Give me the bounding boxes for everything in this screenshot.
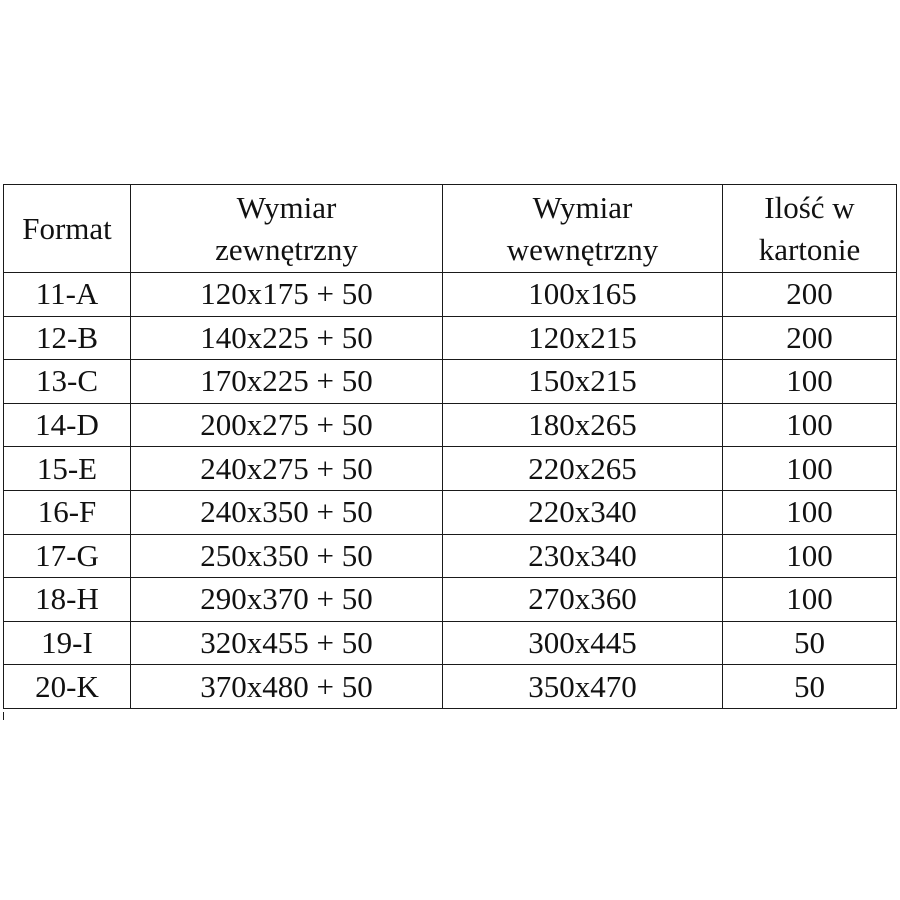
cell-outer-dimension: 120x175 + 50 bbox=[131, 273, 443, 317]
cell-quantity: 50 bbox=[723, 621, 897, 665]
table-row bbox=[4, 316, 897, 360]
header-inner-dimension-line-2: wewnętrzny bbox=[506, 231, 659, 267]
cell-inner-dimension: 220x265 bbox=[443, 447, 723, 491]
cell-quantity: 100 bbox=[723, 403, 897, 447]
table-row bbox=[4, 447, 897, 491]
cell-outer-dimension: 200x275 + 50 bbox=[131, 403, 443, 447]
cell-outer-dimension: 140x225 + 50 bbox=[131, 316, 443, 360]
cell-format: 18-H bbox=[4, 578, 131, 622]
cell-inner-dimension: 180x265 bbox=[443, 403, 723, 447]
cell-inner-dimension: 150x215 bbox=[443, 360, 723, 404]
cell-inner-dimension: 270x360 bbox=[443, 578, 723, 622]
table-row bbox=[4, 534, 897, 578]
cell-inner-dimension: 220x340 bbox=[443, 490, 723, 534]
table-header bbox=[4, 185, 897, 273]
cell-inner-dimension: 350x470 bbox=[443, 665, 723, 709]
cell-outer-dimension: 240x350 + 50 bbox=[131, 490, 443, 534]
table-border-stub bbox=[3, 712, 4, 720]
cell-quantity: 50 bbox=[723, 665, 897, 709]
cell-quantity: 100 bbox=[723, 490, 897, 534]
cell-quantity: 100 bbox=[723, 578, 897, 622]
envelope-size-table bbox=[3, 184, 897, 709]
table-row bbox=[4, 578, 897, 622]
header-outer-dimension-line-2: zewnętrzny bbox=[215, 231, 358, 267]
cell-outer-dimension: 370x480 + 50 bbox=[131, 665, 443, 709]
header-inner-dimension-line-1: Wymiar bbox=[532, 189, 633, 225]
cell-inner-dimension: 230x340 bbox=[443, 534, 723, 578]
cell-format: 17-G bbox=[4, 534, 131, 578]
cell-format: 15-E bbox=[4, 447, 131, 491]
cell-quantity: 100 bbox=[723, 360, 897, 404]
header-quantity-per-box-line-1: Ilość w bbox=[764, 189, 855, 225]
cell-quantity: 200 bbox=[723, 273, 897, 317]
cell-inner-dimension: 300x445 bbox=[443, 621, 723, 665]
cell-format: 16-F bbox=[4, 490, 131, 534]
header-row bbox=[4, 185, 897, 273]
cell-inner-dimension: 120x215 bbox=[443, 316, 723, 360]
cell-outer-dimension: 240x275 + 50 bbox=[131, 447, 443, 491]
cell-format: 11-A bbox=[4, 273, 131, 317]
header-format bbox=[4, 185, 131, 273]
header-quantity-per-box bbox=[723, 185, 897, 273]
table-row bbox=[4, 490, 897, 534]
table-row bbox=[4, 403, 897, 447]
cell-quantity: 100 bbox=[723, 534, 897, 578]
cell-format: 13-C bbox=[4, 360, 131, 404]
cell-outer-dimension: 290x370 + 50 bbox=[131, 578, 443, 622]
header-inner-dimension bbox=[443, 185, 723, 273]
cell-outer-dimension: 320x455 + 50 bbox=[131, 621, 443, 665]
cell-outer-dimension: 250x350 + 50 bbox=[131, 534, 443, 578]
cell-format: 19-I bbox=[4, 621, 131, 665]
cell-format: 14-D bbox=[4, 403, 131, 447]
cell-inner-dimension: 100x165 bbox=[443, 273, 723, 317]
header-format-line-1: Format bbox=[22, 210, 112, 246]
table-row bbox=[4, 665, 897, 709]
cell-format: 20-K bbox=[4, 665, 131, 709]
header-outer-dimension-line-1: Wymiar bbox=[236, 189, 337, 225]
header-outer-dimension bbox=[131, 185, 443, 273]
table-row bbox=[4, 273, 897, 317]
table-row bbox=[4, 360, 897, 404]
table-row bbox=[4, 621, 897, 665]
cell-quantity: 100 bbox=[723, 447, 897, 491]
cell-outer-dimension: 170x225 + 50 bbox=[131, 360, 443, 404]
cell-quantity: 200 bbox=[723, 316, 897, 360]
table-body bbox=[4, 273, 897, 709]
cell-format: 12-B bbox=[4, 316, 131, 360]
header-quantity-per-box-line-2: kartonie bbox=[758, 231, 861, 267]
